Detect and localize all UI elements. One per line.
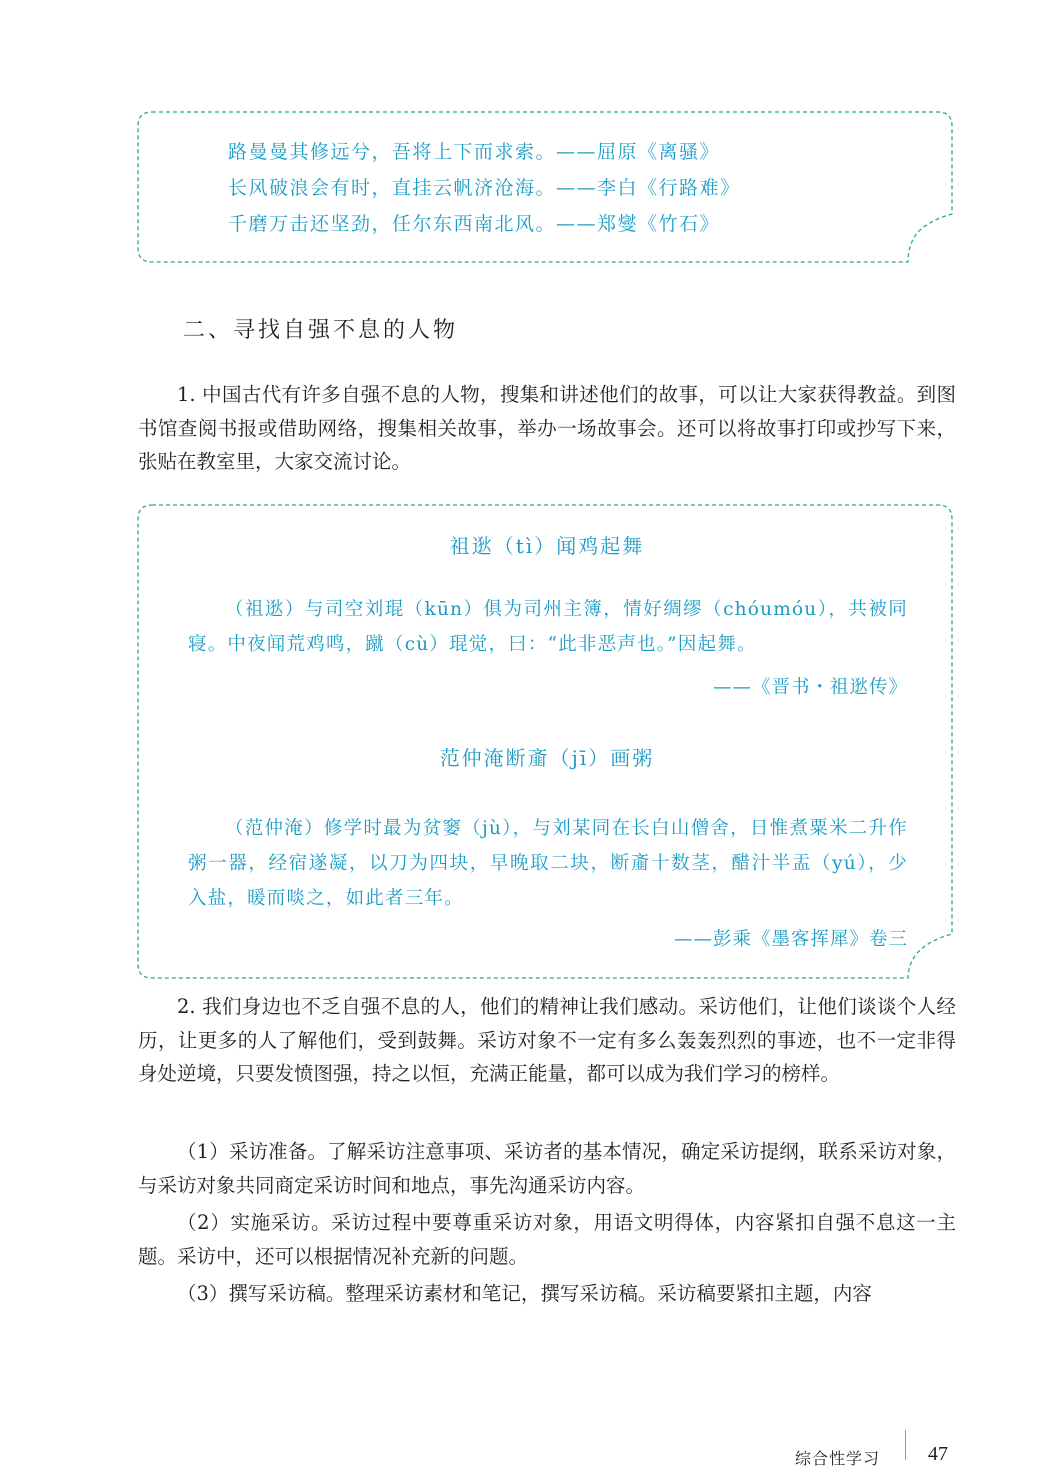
section-heading: 二、寻找自强不息的人物: [183, 318, 459, 343]
story-source-1: ——《晋书・祖逖传》: [712, 677, 908, 698]
quote-line-3: 千磨万击还坚劲，任尔东西南北风。——郑燮《竹石》: [228, 213, 721, 235]
quote-line-1: 路曼曼其修远兮，吾将上下而求索。——屈原《离骚》: [228, 141, 721, 163]
intro-paragraph: 1. 中国古代有许多自强不息的人物，搜集和讲述他们的故事，可以让大家获得教益。到图书馆查阅书报或借助网络，搜集相关故事，举办一场故事会。还可以将故事打印或抄写下来，张贴在教室里，大家交流讨论。: [138, 383, 956, 473]
step-3: （3）撰写采访稿。整理采访素材和笔记，撰写采访稿。采访稿要紧扣主题，内容: [177, 1282, 872, 1305]
story-title-1: 祖逖（tì）闻鸡起舞: [449, 534, 645, 558]
story-body-2: （范仲淹）修学时最为贫窭（jù），与刘某同在长白山僧舍，日惟煮粟米二升作粥一器，经宿遂凝，以刀为四块，早晚取二块，断齑十数茎，醋汁半盂（yú），少入盐，暖而啖之，如此者三年。: [188, 818, 908, 909]
footer-divider: [905, 1430, 906, 1460]
step-2: （2）实施采访。采访过程中要尊重采访对象，用语文明得体，内容紧扣自强不息这一主题。采访中，还可以根据情况补充新的问题。: [138, 1211, 956, 1268]
story-title-2: 范仲淹断齑（jī）画粥: [439, 746, 655, 770]
paragraph-2: 2. 我们身边也不乏自强不息的人，他们的精神让我们感动。采访他们，让他们谈谈个人经历，让更多的人了解他们，受到鼓舞。采访对象不一定有多么轰轰烈烈的事迹，也不一定非得身处逆境，只要发愤图强，持之以恒，充满正能量，都可以成为我们学习的榜样。: [138, 995, 956, 1085]
footer-section-label: 综合性学习: [795, 1449, 881, 1468]
story-source-2: ——彭乘《墨客挥犀》卷三: [673, 929, 908, 950]
page-number: 47: [928, 1443, 948, 1465]
story-body-1: （祖逖）与司空刘琨（kūn）俱为司州主簿，情好绸缪（chóumóu），共被同寝。中夜闻荒鸡鸣，蹴（cù）琨觉，曰：“此非恶声也。”因起舞。: [188, 599, 908, 655]
step-1: （1）采访准备。了解采访注意事项、采访者的基本情况，确定采访提纲，联系采访对象，与采访对象共同商定采访时间和地点，事先沟通采访内容。: [138, 1140, 956, 1197]
quote-line-2: 长风破浪会有时，直挂云帆济沧海。——李白《行路难》: [228, 177, 741, 199]
